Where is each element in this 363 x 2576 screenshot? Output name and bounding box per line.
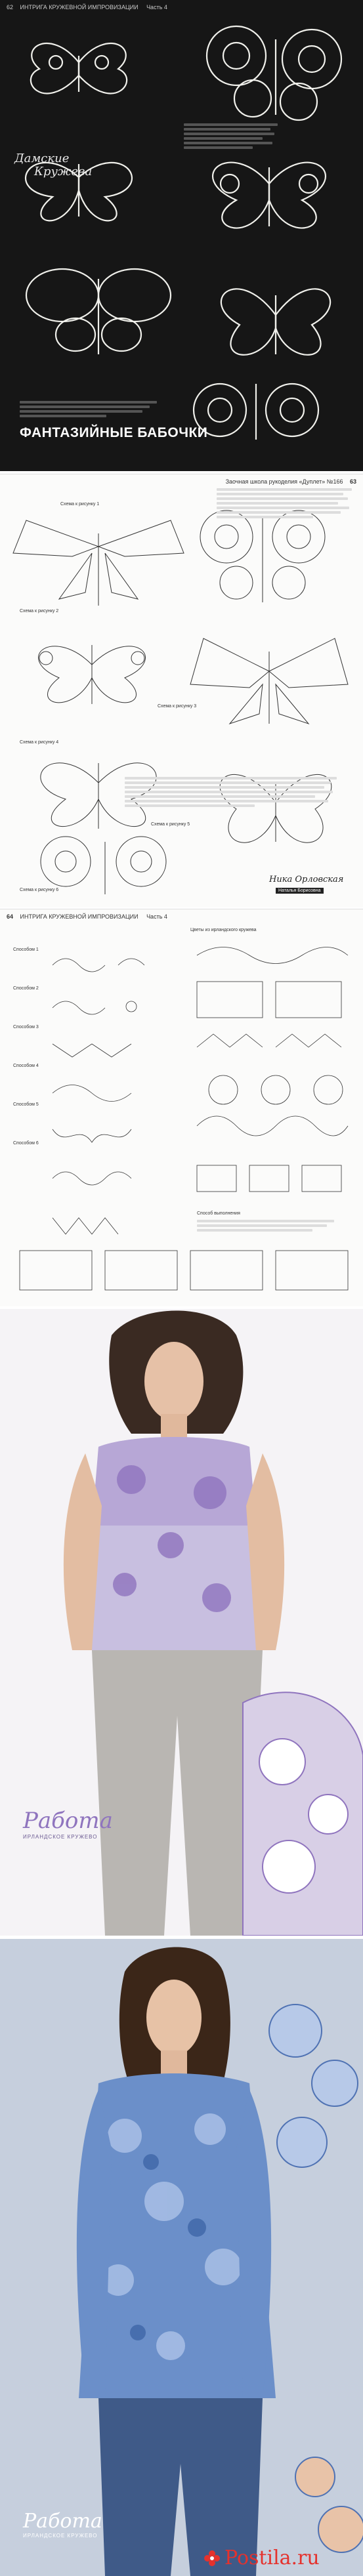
work-label-big: Работа bbox=[23, 1808, 113, 1834]
running-title: ИНТРИГА КРУЖЕВНОЙ ИМПРОВИЗАЦИИ bbox=[20, 913, 139, 920]
scheme-label-6: Схема к рисунку 6 bbox=[20, 888, 59, 892]
script-title-line-2: Кружева bbox=[34, 165, 93, 178]
postila-footer[interactable] bbox=[203, 2546, 320, 2569]
work-label bbox=[23, 2510, 102, 2539]
magazine-page-lilac-model bbox=[0, 1309, 363, 1936]
running-title: Заочная школа рукоделия «Дуплет» №166 bbox=[225, 478, 343, 485]
work-label-big: Работа bbox=[23, 2510, 102, 2533]
butterfly-schemes bbox=[0, 474, 363, 907]
scheme-label-1: Схема к рисунку 1 bbox=[60, 502, 100, 507]
scheme-label-4: Схема к рисунку 4 bbox=[20, 740, 59, 745]
page-number: 64 bbox=[7, 913, 14, 920]
running-title: ИНТРИГА КРУЖЕВНОЙ ИМПРОВИЗАЦИИ bbox=[20, 4, 139, 10]
blue-top-photo bbox=[0, 1939, 363, 2576]
scheme-label-2: Схема к рисунку 2 bbox=[20, 609, 59, 613]
part-label: Часть 4 bbox=[146, 4, 167, 10]
stitch-diagrams bbox=[0, 909, 363, 1306]
page-number: 63 bbox=[349, 478, 356, 485]
magazine-page-blue-model bbox=[0, 1939, 363, 2576]
step-label: Способом 6 bbox=[13, 1141, 39, 1146]
magazine-page-63 bbox=[0, 474, 363, 907]
article-text-2 bbox=[20, 399, 164, 419]
magazine-page-64 bbox=[0, 909, 363, 1306]
postila-brand[interactable]: Postila.ru bbox=[224, 2546, 320, 2569]
step-label: Способом 2 bbox=[13, 986, 39, 991]
script-title bbox=[14, 152, 92, 178]
work-label-sub: ИРЛАНДСКОЕ КРУЖЕВО bbox=[23, 1834, 98, 1840]
right-section-header: Цветы из ирландского кружева bbox=[190, 928, 257, 932]
editor-stamp: Наталья Борисовна bbox=[276, 888, 324, 894]
flower-logo-icon bbox=[203, 2550, 221, 2567]
scheme-label-3: Схема к рисунку 3 bbox=[158, 704, 197, 709]
article-text-lower bbox=[125, 775, 341, 809]
step-label: Способом 5 bbox=[13, 1102, 39, 1107]
script-title-line-1: Дамские bbox=[14, 152, 70, 165]
step-label: Способом 4 bbox=[13, 1064, 39, 1068]
article-text-1 bbox=[184, 121, 282, 151]
step-label: Способом 3 bbox=[13, 1025, 39, 1029]
work-label-sub: ИРЛАНДСКОЕ КРУЖЕВО bbox=[23, 2533, 98, 2539]
work-label bbox=[23, 1808, 113, 1840]
page-number: 62 bbox=[7, 4, 14, 10]
magazine-page-62 bbox=[0, 0, 363, 471]
right-caption: Способ выполнения bbox=[197, 1211, 240, 1216]
lilac-top-photo bbox=[0, 1309, 363, 1936]
step-label: Способом 1 bbox=[13, 947, 39, 952]
main-title: ФАНТАЗИЙНЫЕ БАБОЧКИ bbox=[20, 425, 208, 440]
signature: Ника Орловская bbox=[269, 875, 344, 884]
article-text bbox=[217, 486, 354, 520]
article-text bbox=[197, 1218, 341, 1234]
scheme-label-5: Схема к рисунку 5 bbox=[151, 822, 190, 827]
part-label: Часть 4 bbox=[146, 913, 167, 920]
